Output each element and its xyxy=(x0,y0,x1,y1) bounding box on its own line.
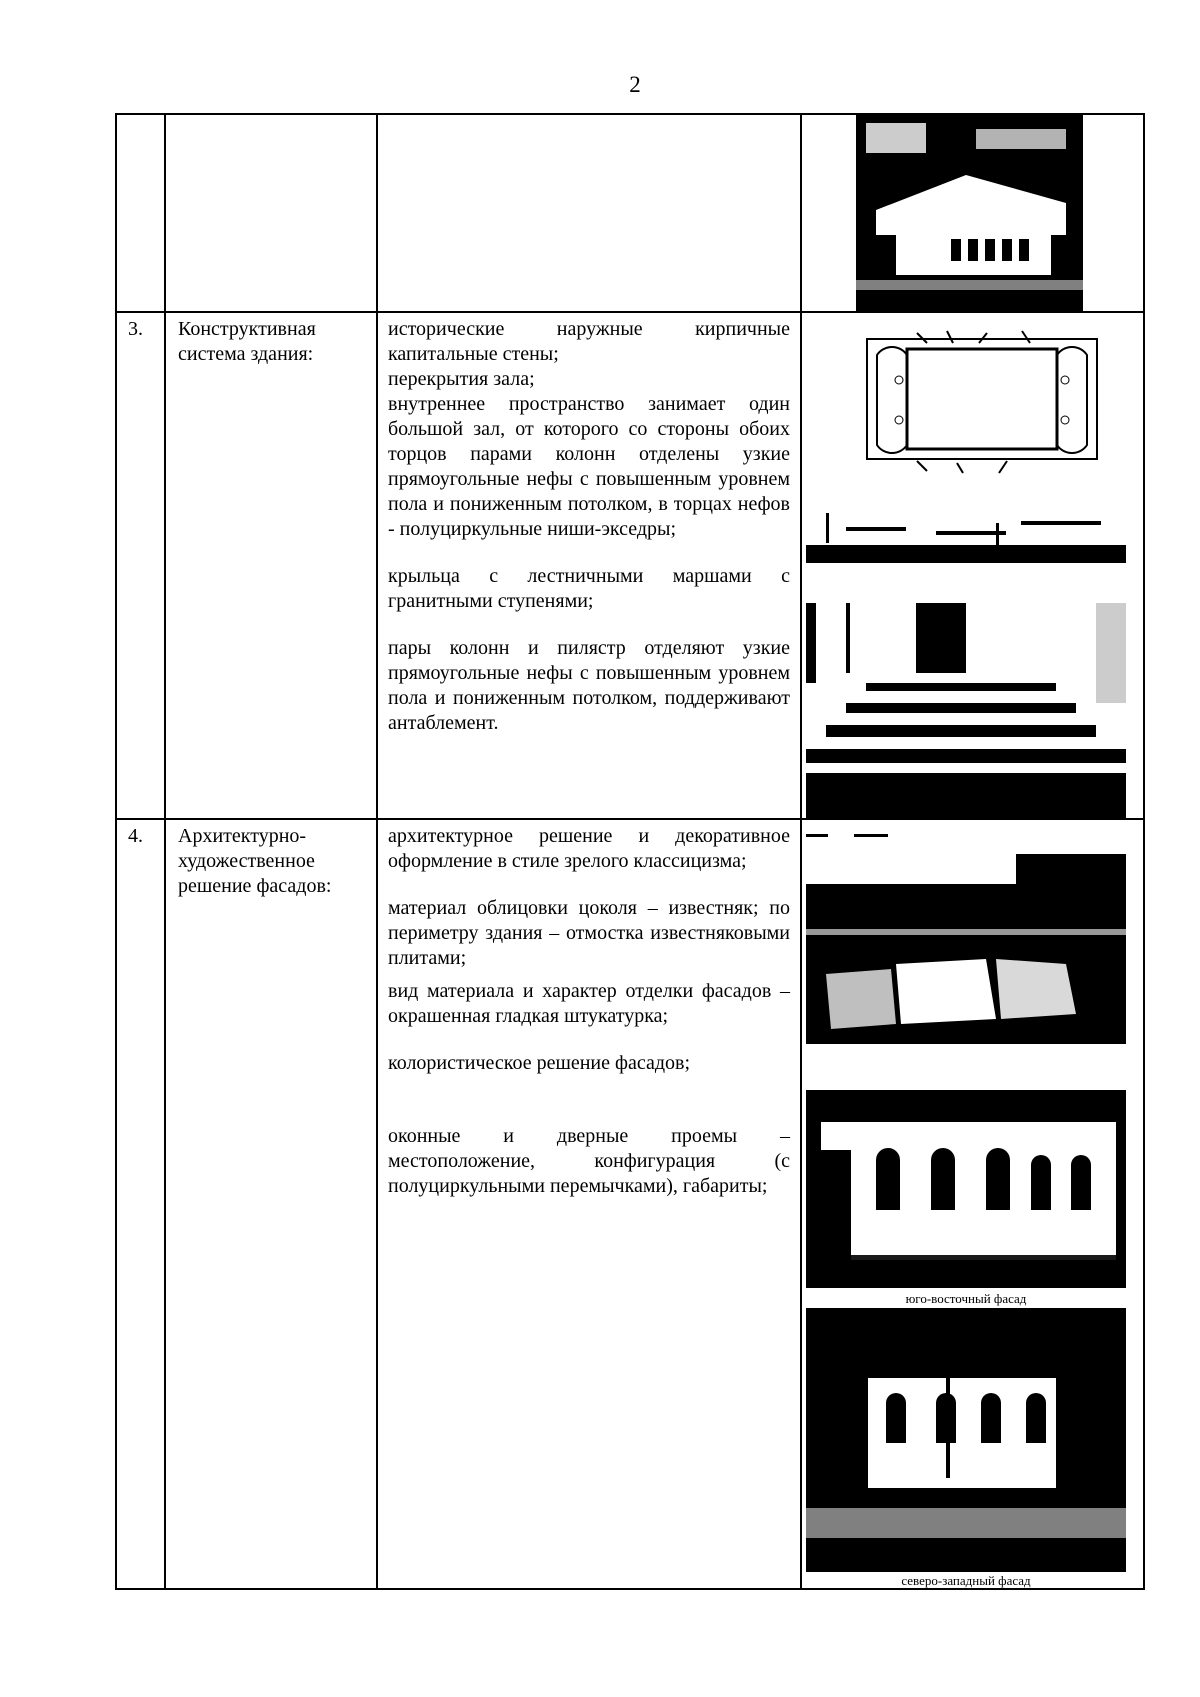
row-photos xyxy=(801,114,1144,312)
photo-caption: северо-западный фасад xyxy=(901,1573,1031,1588)
northwest-facade-photo-icon xyxy=(806,1308,1126,1572)
row-title: Архитектурно-художественное решение фасадов: xyxy=(165,819,377,1589)
page-number: 2 xyxy=(629,72,641,97)
row-title xyxy=(165,114,377,312)
description-item: пары колонн и пилястр отделяют узкие прямоугольные нефы с повышенным уровнем пола и пониженным потолком, поддерживают антаблемент. xyxy=(388,637,790,734)
description-item: архитектурное решение и декоративное оформление в стиле зрелого классицизма; xyxy=(388,825,790,872)
row-description xyxy=(377,312,801,819)
table-row-continuation xyxy=(116,114,1144,312)
photo-caption: юго-восточный фасад xyxy=(905,1291,1027,1306)
description-item: материал облицовки цоколя – известняк; по периметру здания – отмостка известняковыми плитами; xyxy=(388,897,790,969)
building-photo-icon xyxy=(856,115,1083,311)
row-number: 3. xyxy=(116,312,165,819)
row-number xyxy=(116,114,165,312)
description-item: колористическое решение фасадов; xyxy=(388,1052,691,1074)
row-description xyxy=(377,819,801,1589)
monument-description-table xyxy=(115,113,1145,1590)
section-drawing-icon xyxy=(806,505,1126,563)
description-item: крыльца с лестничными маршами с гранитными ступенями; xyxy=(388,565,790,612)
description-item: оконные и дверные проемы – местоположение, конфигурация (с полуциркульными перемычками), габариты; xyxy=(388,1125,790,1197)
description-item: исторические наружные кирпичные капитальные стены; xyxy=(388,318,790,365)
floor-plan-drawing-icon xyxy=(857,325,1107,475)
plinth-paving-photo-icon xyxy=(806,834,1126,1044)
table-row-facades xyxy=(116,819,1144,1589)
description-item: перекрытия зала; xyxy=(388,368,535,390)
southeast-facade-photo-icon xyxy=(806,1090,1126,1288)
table-row-construction xyxy=(116,312,1144,819)
description-item: вид материала и характер отделки фасадов – окрашенная гладкая штукатурка; xyxy=(388,980,790,1027)
row-number: 4. xyxy=(116,819,165,1589)
row-photos xyxy=(801,312,1144,819)
description-item: внутреннее пространство занимает один большой зал, от которого со стороны обоих торцов парами колонн отделены узкие прямоугольные нефы с повышенным уровнем пола и пониженным потолком, в торцах нефов - полуциркульные ниши-экседры; xyxy=(388,393,790,540)
row-title: Конструктивная система здания: xyxy=(165,312,377,819)
porch-steps-photo-icon xyxy=(806,603,1126,818)
row-photos xyxy=(801,819,1144,1589)
row-description xyxy=(377,114,801,312)
